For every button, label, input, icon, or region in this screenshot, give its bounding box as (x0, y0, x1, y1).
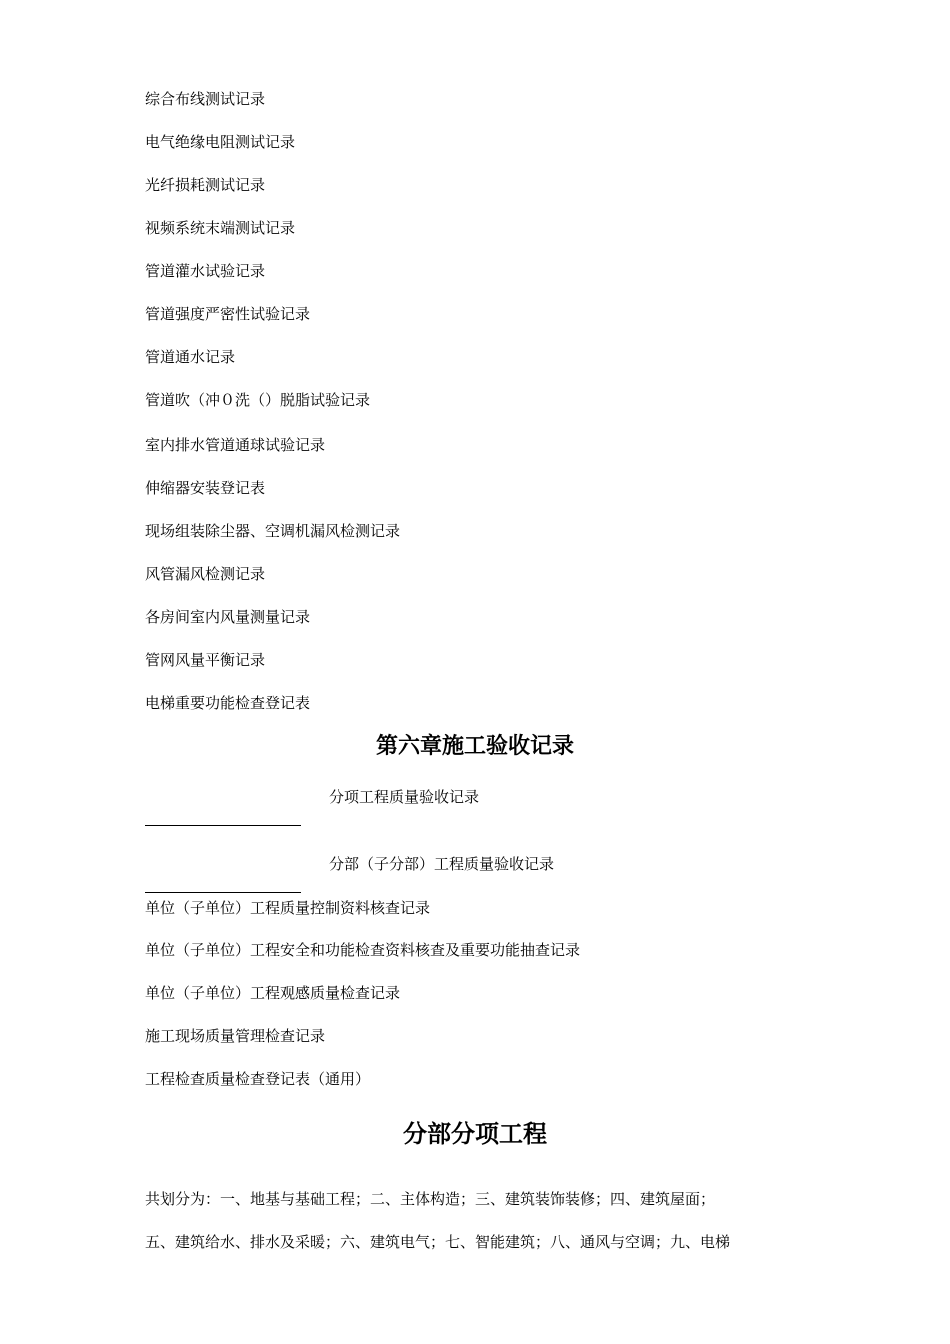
record-item: 管网风量平衡记录 (145, 651, 266, 669)
paragraph-line: 共划分为：一、地基与基础工程；二、主体构造；三、建筑装饰装修；四、建筑屋面； (145, 1190, 716, 1208)
chapter-title: 第六章施工验收记录 (375, 733, 574, 759)
chapter-indented-item: 分项工程质量验收记录 (329, 788, 480, 806)
record-item: 风管漏风检测记录 (145, 565, 266, 583)
section-title: 分部分项工程 (403, 1119, 547, 1148)
chapter-item: 施工现场质量管理检查记录 (145, 1027, 326, 1045)
record-item: 伸缩器安装登记表 (145, 479, 266, 497)
record-item: 光纤损耗测试记录 (145, 176, 266, 194)
record-item: 现场组装除尘器、空调机漏风检测记录 (145, 522, 401, 540)
record-item: 电梯重要功能检查登记表 (145, 694, 311, 712)
chapter-indented-item: 分部（子分部）工程质量验收记录 (329, 855, 555, 873)
record-item: 管道强度严密性试验记录 (145, 305, 311, 323)
chapter-item: 单位（子单位）工程安全和功能检查资料核查及重要功能抽查记录 (145, 941, 581, 959)
underline-divider (145, 892, 301, 893)
record-item: 室内排水管道通球试验记录 (145, 436, 326, 454)
record-item: 管道通水记录 (145, 348, 236, 366)
paragraph-line: 五、建筑给水、排水及采暖；六、建筑电气；七、智能建筑；八、通风与空调；九、电梯 (145, 1233, 731, 1251)
chapter-item: 单位（子单位）工程质量控制资料核查记录 (145, 899, 431, 917)
chapter-item: 单位（子单位）工程观感质量检查记录 (145, 984, 401, 1002)
record-item: 各房间室内风量测量记录 (145, 608, 311, 626)
record-item: 管道吹（冲０洗（）脱脂试验记录 (145, 391, 371, 409)
chapter-item: 工程检查质量检查登记表（通用） (145, 1070, 371, 1088)
record-item: 视频系统末端测试记录 (145, 219, 296, 237)
record-item: 电气绝缘电阻测试记录 (145, 133, 296, 151)
record-item: 综合布线测试记录 (145, 90, 266, 108)
underline-divider (145, 825, 301, 826)
record-item: 管道灌水试验记录 (145, 262, 266, 280)
